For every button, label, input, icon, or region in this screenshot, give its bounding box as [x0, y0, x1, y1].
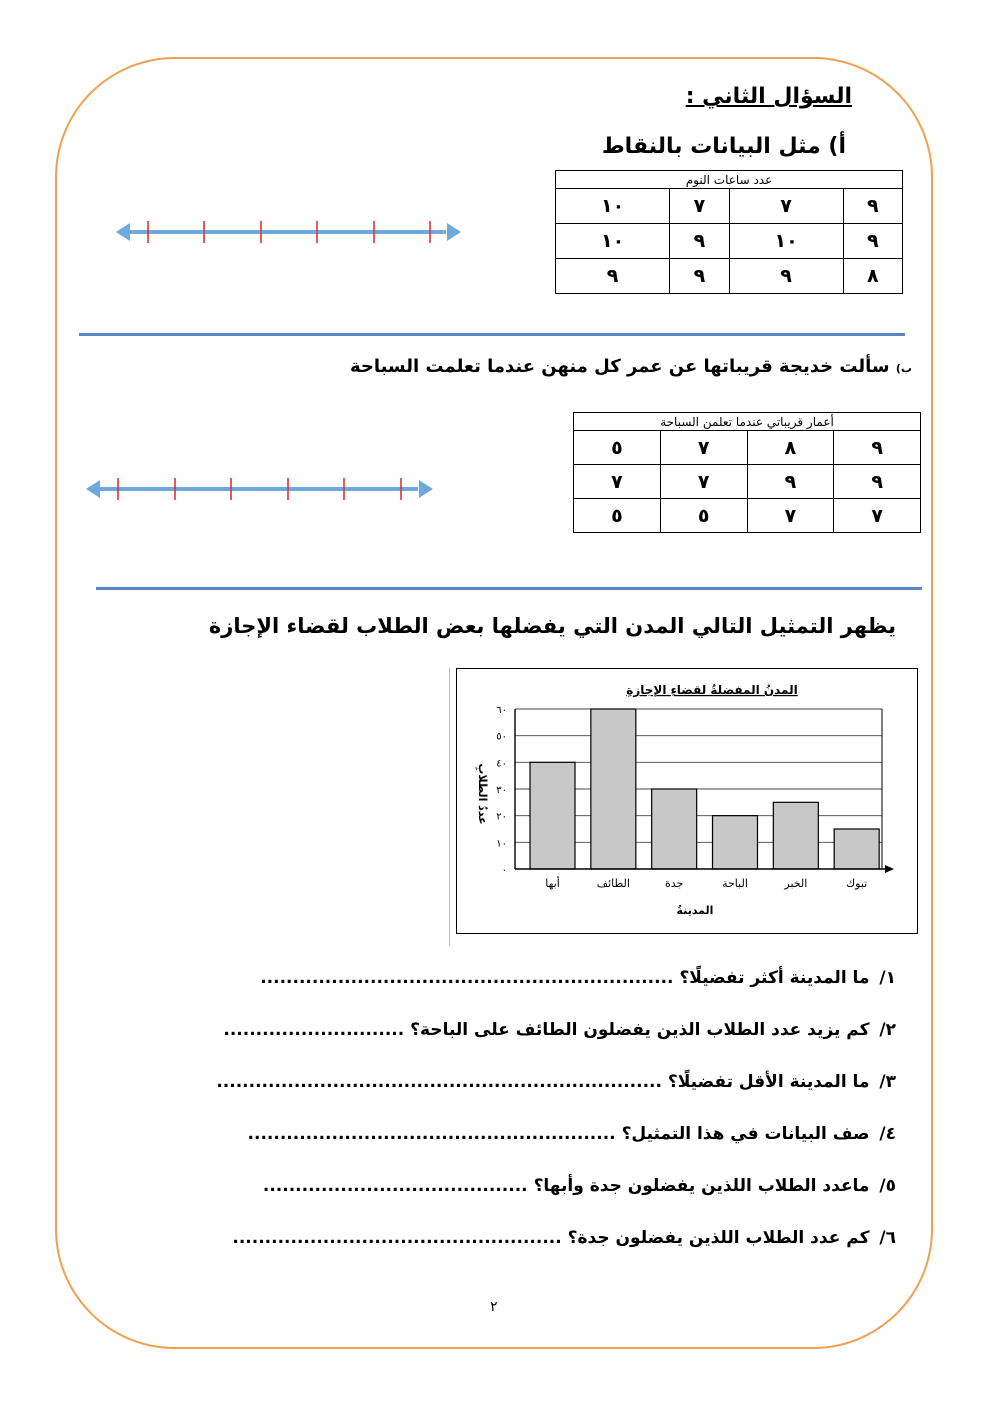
table-cell: ٩ — [747, 465, 834, 499]
y-tick-label: ٢٠ — [496, 811, 507, 823]
divider — [79, 333, 905, 336]
question-5 — [136, 1176, 896, 1228]
table-cell: ٥ — [574, 431, 661, 465]
y-tick-label: ١٠ — [496, 838, 507, 850]
x-tick-label: الخبر — [784, 877, 808, 890]
table-cell: ٧ — [834, 499, 921, 533]
table-cell: ٨ — [843, 259, 902, 294]
table-cell: ١٠ — [729, 224, 843, 259]
question-number: ١/ — [879, 968, 896, 988]
bar — [834, 829, 879, 869]
questions-list — [136, 968, 896, 1280]
part-b-title — [350, 356, 912, 377]
question-number: ٣/ — [879, 1072, 896, 1092]
chart-title: المدنُ المفضلةُ لقضاءِ الإجازةِ — [626, 683, 798, 697]
y-tick-label: ٥٠ — [496, 731, 507, 743]
part-b-text: سألت خديجة قريباتها عن عمر كل منهن عندما تعلمت السباحة — [349, 356, 890, 377]
question-text: ماعدد الطلاب اللذين يفضلون جدة وأبها؟ — [533, 1176, 870, 1196]
table-cell: ٩ — [834, 465, 921, 499]
question-number: ٥/ — [879, 1176, 896, 1196]
question-text: كم يزيد عدد الطلاب الذين يفضلون الطائف على الباحة؟ — [410, 1020, 870, 1040]
question-3 — [136, 1072, 896, 1124]
table-cell: ٥ — [574, 499, 661, 533]
x-tick-label: أبها — [545, 877, 560, 890]
bar — [773, 802, 818, 869]
number-line-a[interactable] — [114, 218, 464, 246]
answer-blank[interactable]: ................................................... — [232, 1228, 562, 1248]
answer-blank[interactable]: ............................ — [223, 1020, 405, 1040]
x-tick-label: جدة — [664, 877, 684, 890]
chart-frame — [456, 668, 918, 934]
table-cell: ٧ — [670, 189, 729, 224]
x-tick-label: الباحة — [722, 877, 748, 890]
table-cell: ٩ — [729, 259, 843, 294]
table-caption: عدد ساعات النوم — [556, 171, 903, 189]
table-cell: ٧ — [747, 499, 834, 533]
sleep-hours-table — [555, 170, 903, 294]
answer-blank[interactable]: ..................................................................... — [216, 1072, 662, 1092]
y-tick-label: ٤٠ — [496, 758, 507, 770]
x-tick-label: تبوك — [846, 877, 868, 890]
chart-intro: يظهر التمثيل التالي المدن التي يفضلها بعض الطلاب لقضاء الإجازة — [208, 614, 896, 638]
part-b-label: ب) — [895, 362, 912, 375]
answer-blank[interactable]: ......................................... — [262, 1176, 528, 1196]
bar — [713, 816, 758, 869]
arrow-right-icon — [419, 480, 433, 498]
page-number: ٢ — [490, 1299, 498, 1315]
chart-edge — [449, 668, 450, 946]
question-2 — [136, 1020, 896, 1072]
table-cell: ٧ — [660, 465, 747, 499]
bar — [652, 789, 697, 869]
chart-ylabel: عددُ الطلابِ — [476, 763, 489, 825]
x-tick-label: الطائف — [596, 877, 630, 890]
arrow-left-icon — [116, 223, 130, 241]
arrow-left-icon — [86, 480, 100, 498]
arrow-right-icon — [447, 223, 461, 241]
part-a-title: أ) مثل البيانات بالنقاط — [601, 134, 846, 159]
table-cell: ١٠ — [556, 224, 670, 259]
question-number: ٦/ — [879, 1228, 896, 1248]
chart-xlabel: المدينةُ — [676, 904, 714, 917]
table-cell: ٨ — [747, 431, 834, 465]
question-text: ما المدينة أكثر تفضيلًا؟ — [679, 968, 870, 988]
question-6 — [136, 1228, 896, 1280]
table-cell: ٩ — [670, 224, 729, 259]
question-number: ٢/ — [879, 1020, 896, 1040]
swimming-ages-table — [573, 412, 921, 533]
question-text: ما المدينة الأقل تفضيلًا؟ — [667, 1072, 870, 1092]
table-cell: ١٠ — [556, 189, 670, 224]
table-cell: ٩ — [843, 224, 902, 259]
y-tick-label: ٣٠ — [496, 785, 507, 796]
table-cell: ٩ — [843, 189, 902, 224]
question-1 — [136, 968, 896, 1020]
table-caption: أعمار قريباتي عندما تعلمن السباحة — [574, 413, 921, 431]
table-cell: ٧ — [660, 431, 747, 465]
bar-chart — [457, 669, 916, 932]
table-cell: ٩ — [834, 431, 921, 465]
y-tick-label: ٦٠ — [496, 705, 507, 716]
table-cell: ٩ — [670, 259, 729, 294]
answer-blank[interactable]: ......................................................... — [247, 1124, 616, 1144]
table-cell: ٥ — [660, 499, 747, 533]
x-axis-arrow-icon — [885, 865, 894, 873]
table-cell: ٩ — [556, 259, 670, 294]
y-tick-label: ٠ — [501, 865, 507, 876]
table-cell: ٧ — [574, 465, 661, 499]
bar — [591, 709, 636, 869]
question-title: السؤال الثاني : — [685, 84, 852, 109]
question-text: كم عدد الطلاب اللذين يفضلون جدة؟ — [567, 1228, 870, 1248]
question-text: صف البيانات في هذا التمثيل؟ — [621, 1124, 870, 1144]
answer-blank[interactable]: ................................................................ — [260, 968, 674, 988]
divider — [96, 587, 922, 590]
table-cell: ٧ — [729, 189, 843, 224]
number-line-b[interactable] — [84, 475, 436, 503]
bar — [530, 762, 575, 869]
question-number: ٤/ — [879, 1124, 896, 1144]
question-4 — [136, 1124, 896, 1176]
